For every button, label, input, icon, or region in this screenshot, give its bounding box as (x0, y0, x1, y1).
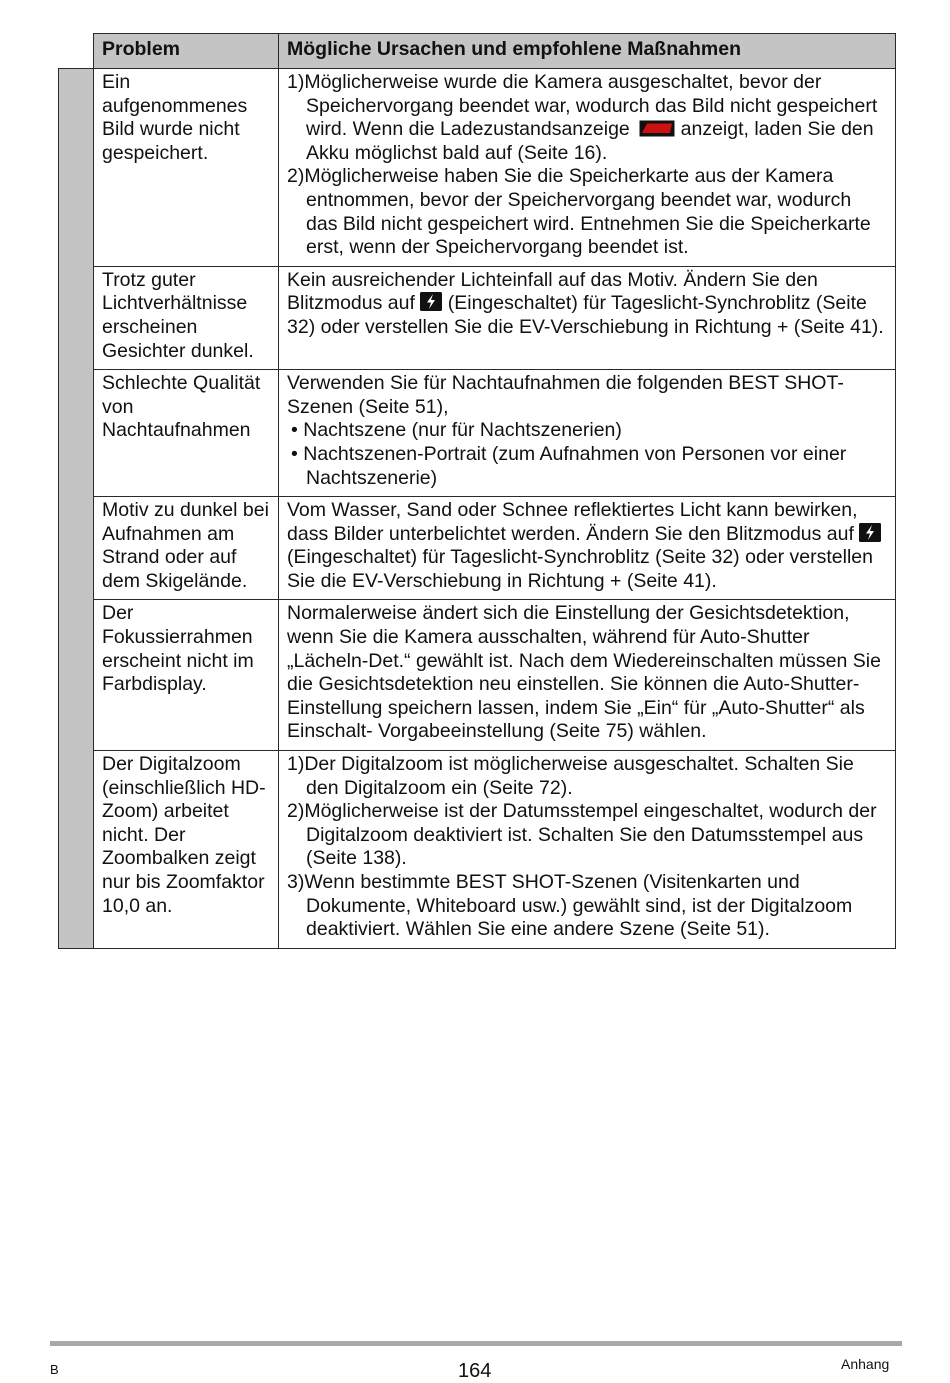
item-text: anzeigt, laden Sie den Akku möglichst bald auf (Seite 16). (306, 118, 874, 164)
item-marker: 2) (287, 800, 305, 823)
item-text: Wenn bestimmte BEST SHOT-Szenen (Visitenkarten und Dokumente, Whiteboard usw.) gewählt sind, ist der Digitalzoom deaktiviert. Wählen Sie eine andere Szene (Seite 51). (304, 871, 853, 941)
solution-cell (279, 751, 896, 949)
bullet-text: Nachtszenen-Portrait (zum Aufnahmen von Personen vor einer Nachtszenerie) (303, 442, 847, 489)
problem-cell: Der Fokussierrahmen erscheint nicht im Farbdisplay. (94, 600, 279, 751)
table-row (59, 751, 896, 949)
solution-intro: Verwenden Sie für Nachtaufnahmen die folgenden BEST SHOT-Szenen (Seite 51), (287, 372, 844, 418)
numbered-item (287, 165, 887, 259)
header-spacer (59, 34, 94, 69)
header-problem: Problem (94, 34, 279, 69)
solution-text: (Eingeschaltet) für Tageslicht-Synchroblitz (Seite 32) oder verstellen Sie die EV-Verschiebung in Richtung + (Seite 41). (287, 292, 884, 338)
battery-low-icon (639, 120, 675, 137)
numbered-item (287, 753, 887, 800)
bullet-marker: • (291, 442, 298, 465)
solution-cell: Normalerweise ändert sich die Einstellung der Gesichtsdetektion, wenn Sie die Kamera ausschalten, während für Auto-Shutter „Lächeln-Det.“ gewählt ist. Nach dem Wiedereinschalten müssen Sie die Gesichtsdetektion neu einstellen. Sie können die Auto-Shutter-Einstellung speichern lassen, indem Sie „Ein“ für „Auto-Shutter“ als Einschalt- Vorgabeeinstellung (Seite 75) wählen. (279, 600, 896, 751)
item-marker: 3) (287, 871, 305, 893)
problem-cell: Motiv zu dunkel bei Aufnahmen am Strand oder auf dem Skigelände. (94, 497, 279, 600)
item-marker: 2) (287, 165, 305, 188)
numbered-item (287, 871, 887, 942)
bullet-marker: • (291, 419, 298, 442)
item-text: Möglicherweise haben Sie die Speicherkarte aus der Kamera entnommen, bevor der Speichervorgang beendet war, wodurch das Bild nicht gespeichert wird. Entnehmen Sie die Speicherkarte erst, wenn der Speichervorgang beendet ist. (304, 165, 871, 259)
footer-section-title: Anhang (841, 1356, 890, 1372)
problem-cell: Ein aufgenommenes Bild wurde nicht gespeichert. (94, 69, 279, 267)
bullet-item (287, 443, 887, 490)
solution-text: Kein ausreichender Lichteinfall auf das Motiv. Ändern Sie den Blitzmodus auf (287, 268, 818, 315)
numbered-item (287, 71, 887, 165)
table-row (59, 69, 896, 267)
solution-cell (279, 497, 896, 600)
item-text: Der Digitalzoom ist möglicherweise ausgeschaltet. Schalten Sie den Digitalzoom ein (Seite 72). (304, 753, 854, 799)
footer-rule (50, 1341, 902, 1346)
item-text: Möglicherweise wurde die Kamera ausgeschaltet, bevor der Speichervorgang beendet war, wodurch das Bild nicht gespeichert wird. Wenn die Ladezustandsanzeige (304, 71, 878, 141)
table-row (59, 266, 896, 369)
item-marker: 1) (287, 71, 305, 93)
footer-language-marker: B (50, 1362, 59, 1377)
flash-on-icon (420, 292, 442, 311)
solution-text: (Eingeschaltet) für Tageslicht-Synchroblitz (Seite 32) oder verstellen Sie die EV-Verschiebung in Richtung + (Seite 41). (287, 546, 873, 592)
solution-cell (279, 266, 896, 369)
problem-cell: Trotz guter Lichtverhältnisse erscheinen Gesichter dunkel. (94, 266, 279, 369)
page-number: 164 (458, 1360, 492, 1382)
solution-cell (279, 69, 896, 267)
troubleshooting-table (58, 33, 896, 949)
item-text: Möglicherweise ist der Datumsstempel eingeschaltet, wodurch der Digitalzoom deaktiviert ist. Schalten Sie den Datumsstempel aus (Seite 138). (304, 800, 877, 870)
table-header-row (59, 34, 896, 69)
table-row (59, 600, 896, 751)
header-solution: Mögliche Ursachen und empfohlene Maßnahmen (279, 34, 896, 69)
solution-text: Vom Wasser, Sand oder Schnee reflektiertes Licht kann bewirken, dass Bilder unterbelichtet werden. Ändern Sie den Blitzmodus auf (287, 499, 858, 545)
problem-cell: Schlechte Qualität von Nachtaufnahmen (94, 370, 279, 497)
problem-cell: Der Digitalzoom (einschließlich HD-Zoom) arbeitet nicht. Der Zoombalken zeigt nur bis Zoomfaktor 10,0 an. (94, 751, 279, 949)
numbered-item (287, 800, 887, 871)
bullet-item (287, 419, 887, 443)
item-marker: 1) (287, 753, 305, 776)
bullet-text: Nachtszene (nur für Nachtszenerien) (303, 419, 622, 442)
table-row (59, 497, 896, 600)
flash-on-icon (859, 523, 881, 542)
solution-cell (279, 370, 896, 497)
side-tab-column (59, 69, 94, 949)
table-row (59, 370, 896, 497)
